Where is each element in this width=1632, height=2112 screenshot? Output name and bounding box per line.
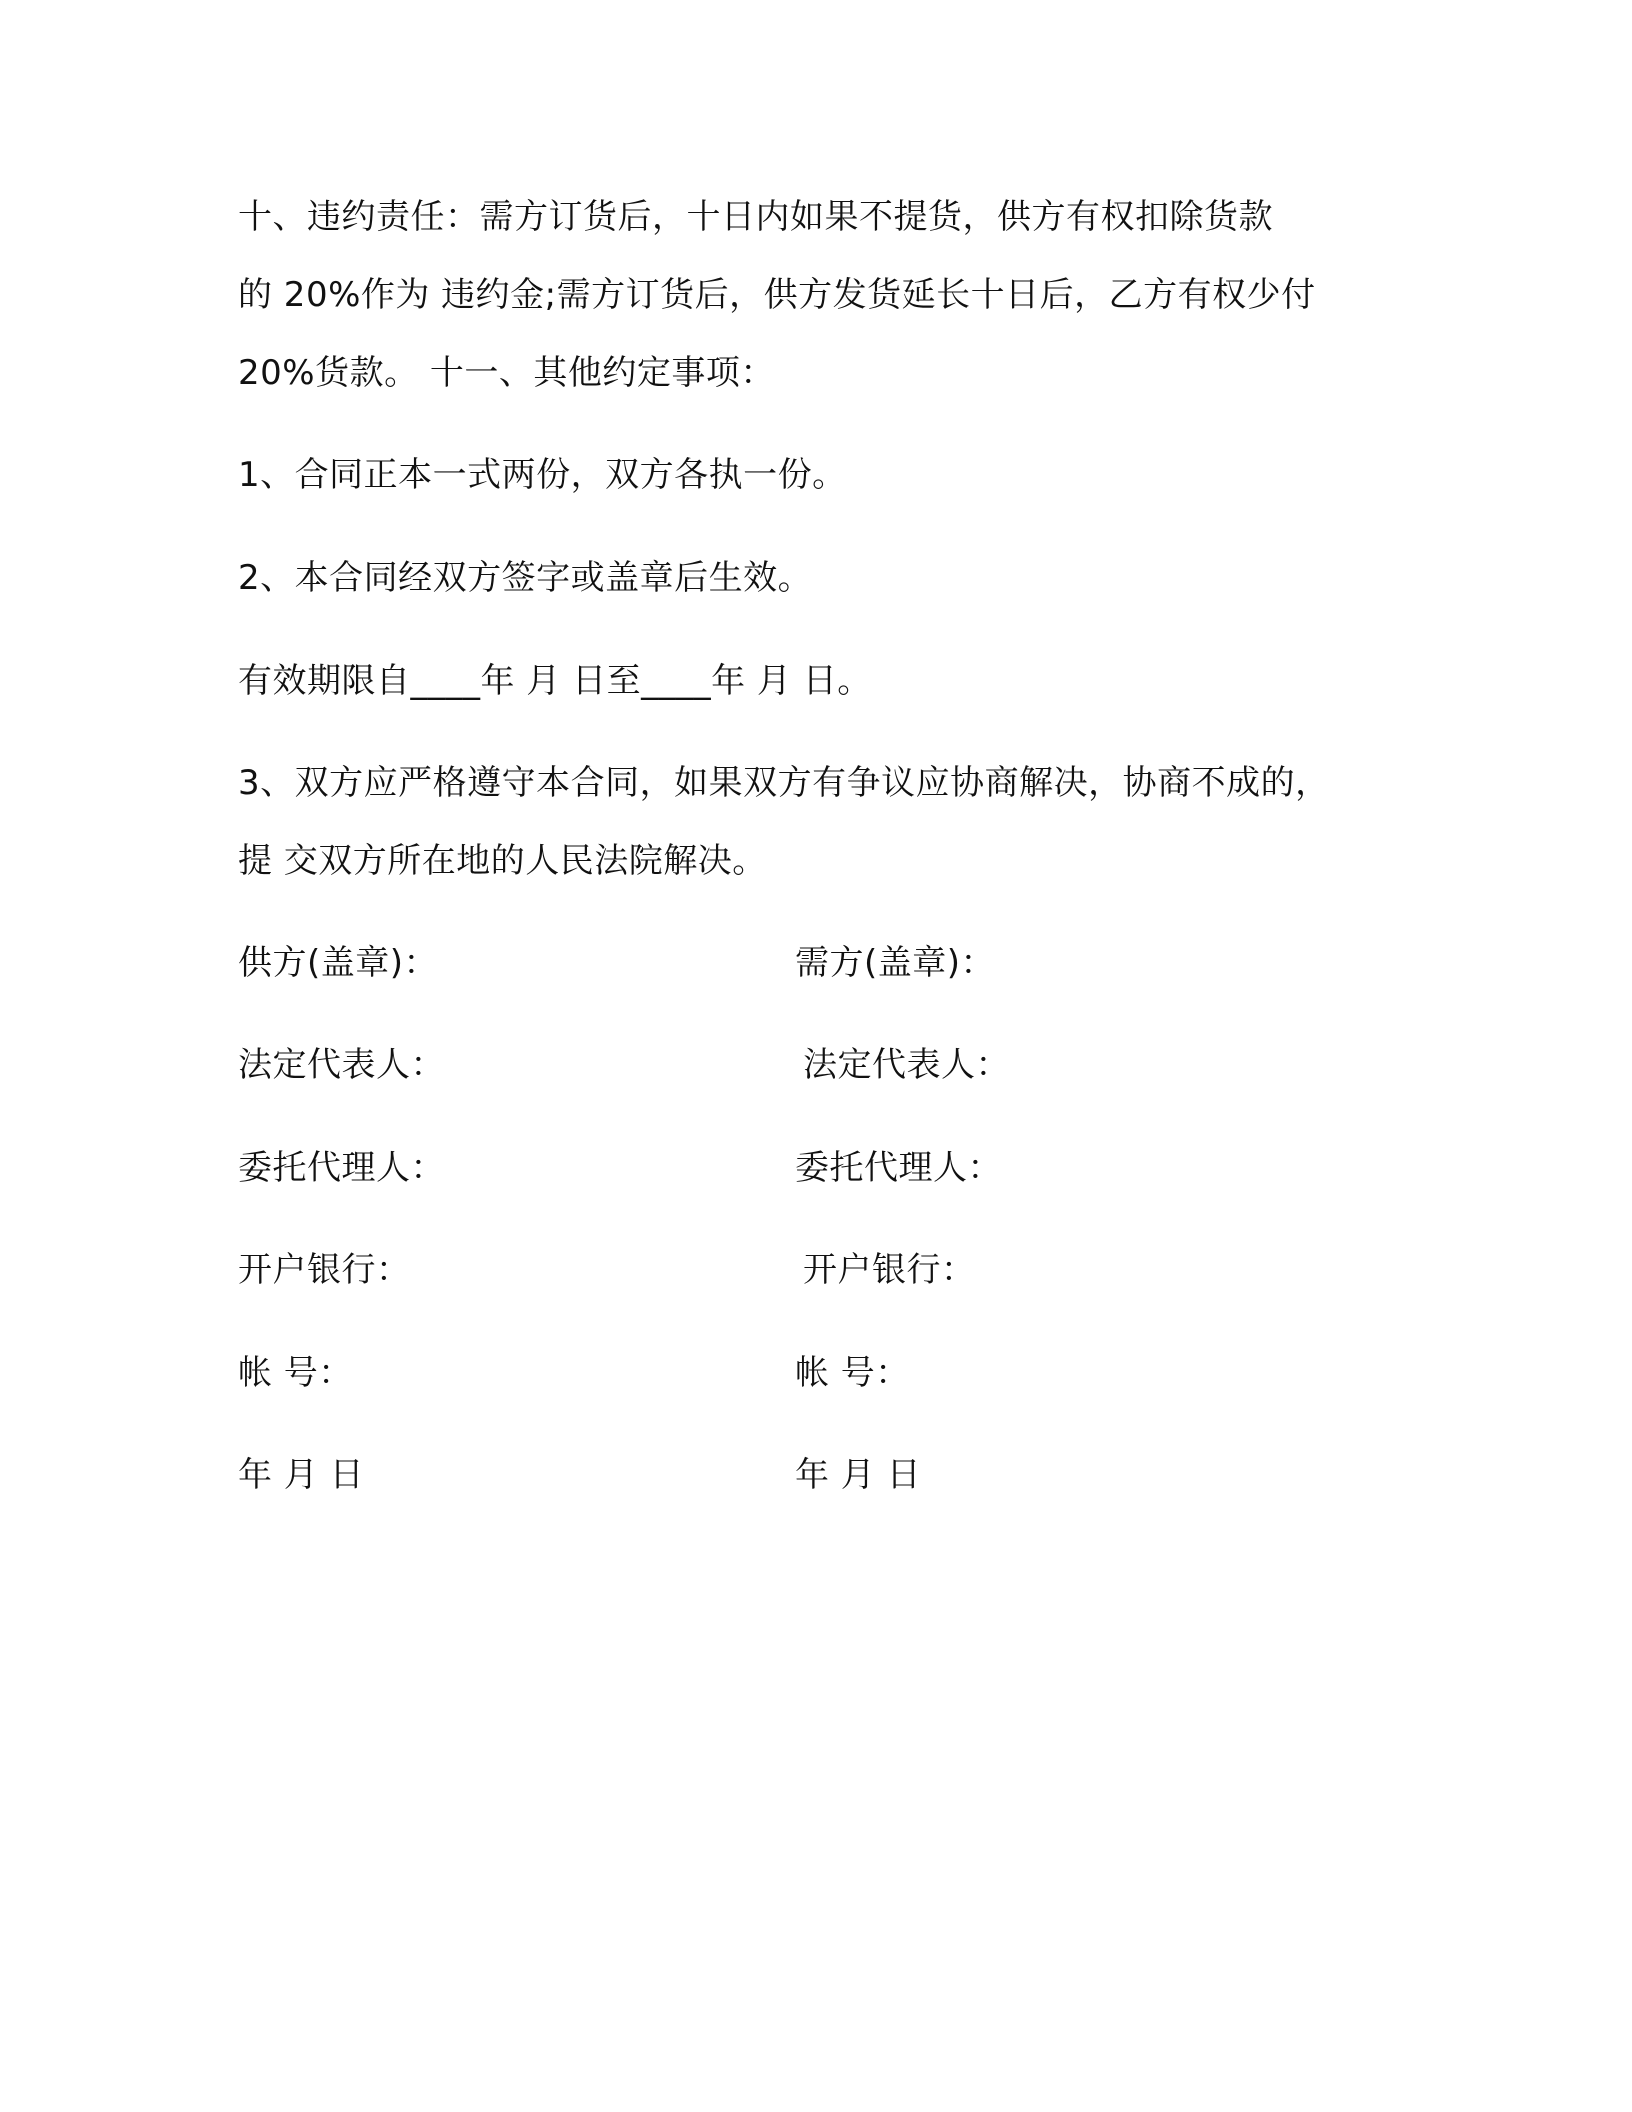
supplier-seal-label: 供方(盖章)： xyxy=(238,943,439,983)
supplier-date-label: 年 月 日 xyxy=(238,1455,365,1495)
supplier-bank-label: 开户银行： xyxy=(238,1250,411,1290)
buyer-bank-label: 开户银行： xyxy=(803,1250,976,1290)
item2-text: 2、本合同经双方签字或盖章后生效。 xyxy=(238,558,813,598)
clause10-line1: 十、违约责任：需方订货后，十日内如果不提货，供方有权扣除货款 xyxy=(238,197,1273,237)
buyer-account-label: 帐 号： xyxy=(795,1353,910,1393)
buyer-agent-label: 委托代理人： xyxy=(795,1148,1002,1188)
supplier-account-label: 帐 号： xyxy=(238,1353,353,1393)
item1-text: 1、合同正本一式两份，双方各执一份。 xyxy=(238,455,847,495)
buyer-seal-label: 需方(盖章)： xyxy=(795,943,996,983)
clause10-line2: 的 20%作为 违约金;需方订货后，供方发货延长十日后，乙方有权少付 xyxy=(238,275,1316,315)
validity-text: 有效期限自____年 月 日至____年 月 日。 xyxy=(238,661,872,701)
supplier-agent-label: 委托代理人： xyxy=(238,1148,445,1188)
supplier-legal-rep-label: 法定代表人： xyxy=(238,1045,445,1085)
buyer-legal-rep-label: 法定代表人： xyxy=(803,1045,1010,1085)
clause10-line3: 20%货款。 十一、其他约定事项： xyxy=(238,353,775,393)
item3-line2: 提 交双方所在地的人民法院解决。 xyxy=(238,841,767,881)
buyer-date-label: 年 月 日 xyxy=(795,1455,922,1495)
item3-line1: 3、双方应严格遵守本合同，如果双方有争议应协商解决，协商不成的， xyxy=(238,763,1330,803)
